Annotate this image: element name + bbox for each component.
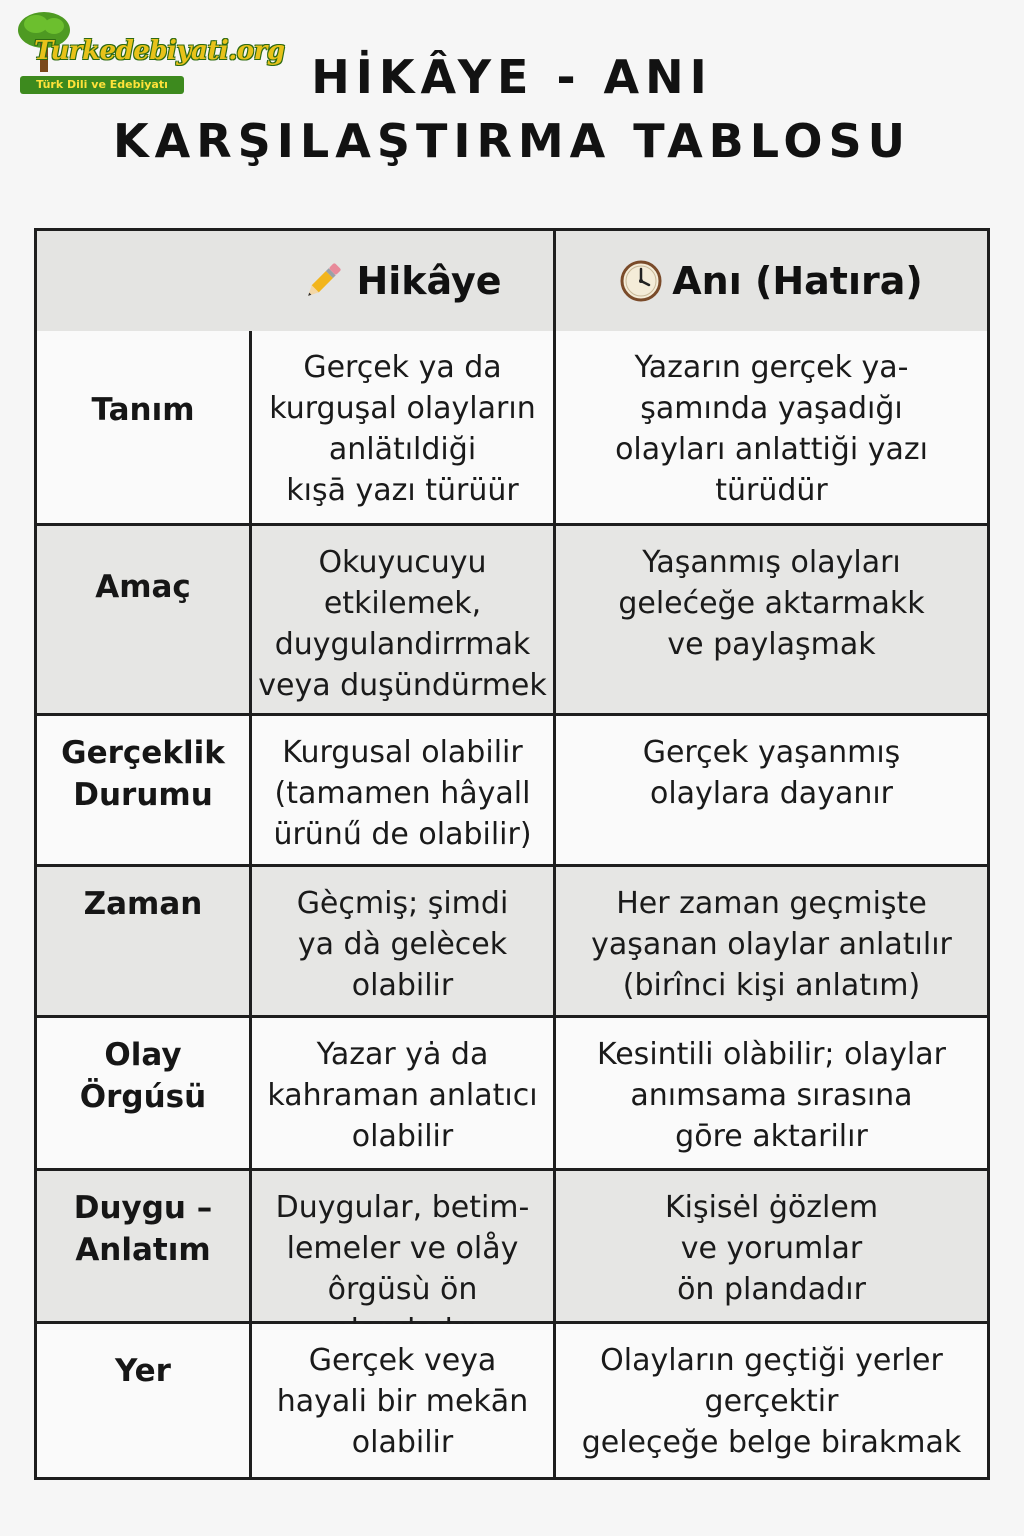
- table-row: [37, 526, 987, 716]
- table-row: [37, 1324, 987, 1477]
- header-ani: [553, 231, 987, 331]
- comparison-table: [34, 228, 990, 1480]
- hikaye-cell: Gerçek ya da kurguşal olayların anlätıldiği kışā yazı türüür: [249, 331, 553, 523]
- ani-cell: Olayların geçtiği yerler gerçektir geleçeğe belge birakmak: [553, 1324, 987, 1477]
- header-ani-label: Anı (Hatıra): [672, 259, 923, 303]
- row-label: Duygu – Anlatım: [73, 1190, 213, 1268]
- row-label: Gerçeklik Durumu: [61, 735, 225, 813]
- table-row: [37, 1171, 987, 1324]
- ani-cell: Yaşanmış olayları gelećeğe aktarmakk ve paylaşmak: [553, 526, 987, 713]
- row-label: Zaman: [83, 886, 203, 922]
- clock-icon: [620, 260, 662, 302]
- table-header: [37, 231, 987, 334]
- table-row: [37, 331, 987, 526]
- page-title-line2: KARŞILAŞTIRMA TABLOSU: [113, 114, 911, 168]
- page-title-line1: HİKÂYE - ANI: [311, 50, 713, 104]
- hikaye-cell: Yazar yȧ da kahraman anlatıcı olabilir: [249, 1018, 553, 1168]
- row-label: Olay Örgúsü: [79, 1037, 207, 1115]
- pencil-icon: [300, 258, 346, 304]
- hikaye-cell: Gerçek veya hayali bir mekān olabilir: [249, 1324, 553, 1477]
- ani-cell: Yazarın gerçek ya- şamında yaşadığı olayları anlattiği yazı türüdür: [553, 331, 987, 523]
- hikaye-cell: Duygular, betim- lemeler ve olåy ôrgüsù ön: [249, 1171, 553, 1321]
- hikaye-cell: Kurgusal olabilir (tamamen hâyall ürünű de olabilir): [249, 716, 553, 864]
- row-label: Tanım: [91, 392, 195, 428]
- ani-cell: Her zaman geçmişte yaşanan olaylar anlatılır (birînci kişi anlatım): [553, 867, 987, 1015]
- table-row: [37, 867, 987, 1018]
- table-row: [37, 716, 987, 867]
- row-label: Amaç: [95, 569, 191, 605]
- header-hikaye-label: Hikâye: [356, 259, 502, 303]
- hikaye-cell: Okuyucuyu etkilemek, duygulandirrmak veya duşündürmek: [249, 526, 553, 713]
- table-row: [37, 1018, 987, 1171]
- ani-cell: Kesintili olàbilir; olaylar anımsama sırasına gōre aktarilır: [553, 1018, 987, 1168]
- logo-text: Turkedebiyati.org: [34, 36, 285, 66]
- hikaye-cell: Gèçmiş; şimdi ya dà gelècek olabilir: [249, 867, 553, 1015]
- ani-cell: Gerçek yaşanmış olaylara dayanır: [553, 716, 987, 864]
- header-hikaye: [249, 231, 553, 331]
- row-label: Yer: [115, 1353, 171, 1389]
- logo-subtitle: Türk Dili ve Edebiyatı: [20, 76, 184, 94]
- ani-cell: Kişisėl ġözlem ve yorumlar ön plandadır: [553, 1171, 987, 1321]
